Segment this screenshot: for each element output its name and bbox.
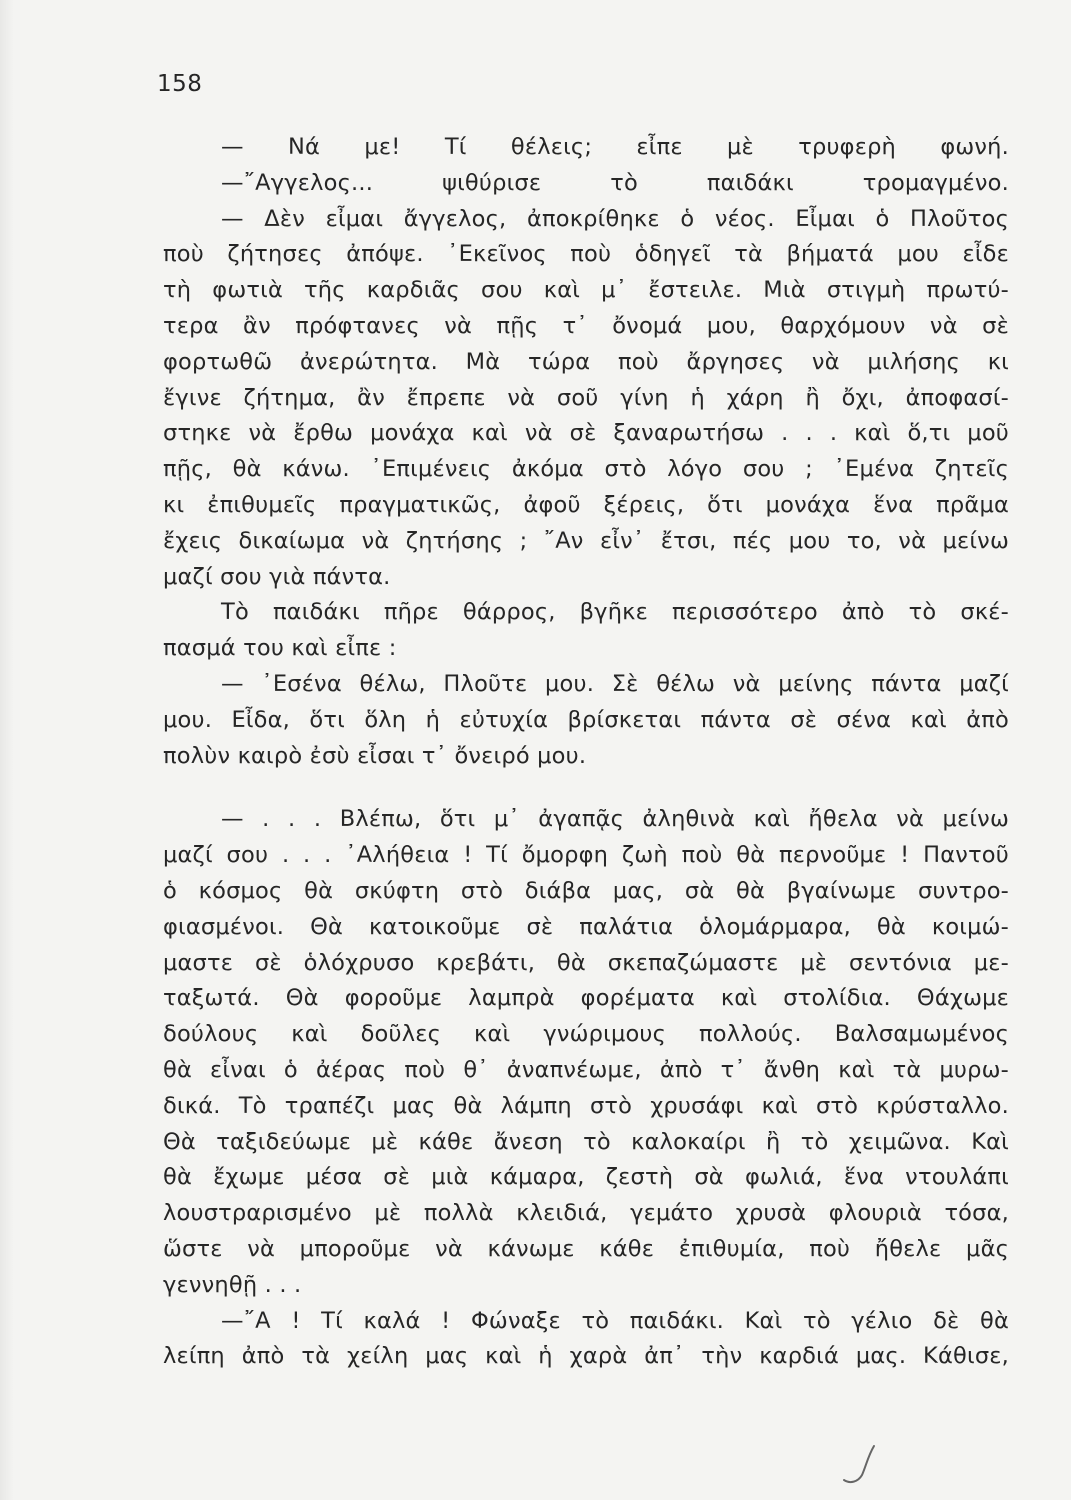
text-line: τερα ἂν πρόφτανες νὰ πῇς τ᾿ ὄνομά μου, θαρχόμουν νὰ σὲ bbox=[163, 312, 1009, 339]
text-line: γεννηθῇ . . . bbox=[163, 1271, 302, 1298]
text-line: κι ἐπιθυμεῖς πραγματικῶς, ἀφοῦ ξέρεις, ὅτι μονάχα ἕνα πρᾶμα bbox=[163, 491, 1009, 518]
text-line: — Δὲν εἶμαι ἄγγελος, ἀποκρίθηκε ὁ νέος. Εἶμαι ὁ Πλοῦτος bbox=[221, 205, 1009, 232]
text-line: ὥστε νὰ μποροῦμε νὰ κάνωμε κάθε ἐπιθυμία, ποὺ ἤθελε μᾶς bbox=[163, 1235, 1009, 1262]
text-line: ἔχεις δικαίωμα νὰ ζητήσης ; ῎Αν εἶν᾿ ἔτσι, πές μου το, νὰ μείνω bbox=[163, 527, 1009, 554]
text-line: στηκε νὰ ἔρθω μονάχα καὶ νὰ σὲ ξαναρωτήσω . . . καὶ ὅ,τι μοῦ bbox=[163, 420, 1009, 447]
text-line: φορτωθῶ ἀνερώτητα. Μὰ τώρα ποὺ ἄργησες νὰ μιλήσης κι bbox=[163, 348, 1009, 375]
text-line: ταξωτά. Θὰ φοροῦμε λαμπρὰ φορέματα καὶ στολίδια. Θάχωμε bbox=[163, 985, 1009, 1012]
text-line: θὰ ἔχωμε μέσα σὲ μιὰ κάμαρα, ζεστὴ σὰ φωλιά, ἕνα ντουλάπι bbox=[163, 1164, 1009, 1191]
text-line: λουστραρισμένο μὲ πολλὰ κλειδιά, γεμάτο χρυσὰ φλουριὰ τόσα, bbox=[163, 1200, 1009, 1227]
text-line: — ᾿Εσένα θέλω, Πλοῦτε μου. Σὲ θέλω νὰ μείνης πάντα μαζί bbox=[221, 670, 1009, 697]
text-line: —῎Αγγελος... ψιθύρισε τὸ παιδάκι τρομαγμένο. bbox=[221, 169, 1009, 196]
text-line: μαζί σου γιὰ πάντα. bbox=[163, 563, 391, 590]
text-line: — Νά με! Τί θέλεις; εἶπε μὲ τρυφερὴ φωνή. bbox=[221, 134, 1009, 160]
text-line: πολὺν καιρὸ ἐσὺ εἶσαι τ᾿ ὄνειρό μου. bbox=[163, 742, 587, 769]
text-line: —῎Α ! Τί καλά ! Φώναξε τὸ παιδάκι. Καὶ τὸ γέλιο δὲ θὰ bbox=[221, 1307, 1009, 1334]
text-line: — . . . Βλέπω, ὅτι μ᾿ ἀγαπᾷς ἀληθινὰ καὶ ἤθελα νὰ μείνω bbox=[221, 806, 1009, 833]
text-line: Θὰ ταξιδεύωμε μὲ κάθε ἄνεση τὸ καλοκαίρι ἢ τὸ χειμῶνα. Καὶ bbox=[163, 1128, 1009, 1155]
text-line: πῇς, θὰ κάνω. ᾿Επιμένεις ἀκόμα στὸ λόγο σου ; ᾿Εμένα ζητεῖς bbox=[163, 456, 1009, 483]
text-line: μαζί σου . . . ᾿Αλήθεια ! Τί ὄμορφη ζωὴ ποὺ θὰ περνοῦμε ! Παντοῦ bbox=[163, 842, 1009, 869]
text-line: ποὺ ζήτησες ἀπόψε. ᾿Εκεῖνος ποὺ ὁδηγεῖ τὰ βήματά μου εἶδε bbox=[163, 241, 1009, 268]
text-line: τὴ φωτιὰ τῆς καρδιᾶς σου καὶ μ᾿ ἔστειλε. Μιὰ στιγμὴ πρωτύ- bbox=[163, 277, 1009, 304]
text-line: ὁ κόσμος θὰ σκύφτη στὸ διάβα μας, σὰ θὰ βγαίνωμε συντρο- bbox=[163, 877, 1009, 904]
text-line: Τὸ παιδάκι πῆρε θάρρος, βγῆκε περισσότερο ἀπὸ τὸ σκέ- bbox=[221, 599, 1009, 626]
text-line: δικά. Τὸ τραπέζι μας θὰ λάμπη στὸ χρυσάφι καὶ στὸ κρύσταλλο. bbox=[163, 1092, 1009, 1119]
text-line: θὰ εἶναι ὁ ἀέρας ποὺ θ᾿ ἀναπνέωμε, ἀπὸ τ᾿ ἄνθη καὶ τὰ μυρω- bbox=[163, 1056, 1009, 1083]
text-line: δούλους καὶ δοῦλες καὶ γνώριμους πολλούς. Βαλσαμωμένος bbox=[163, 1021, 1009, 1048]
page-number: 158 bbox=[157, 71, 203, 97]
text-line: μαστε σὲ ὁλόχρυσο κρεβάτι, θὰ σκεπαζώμαστε μὲ σεντόνια με- bbox=[163, 949, 1009, 976]
text-line: μου. Εἶδα, ὅτι ὅλη ἡ εὐτυχία βρίσκεται πάντα σὲ σένα καὶ ἀπὸ bbox=[163, 706, 1009, 733]
text-line: λείπη ἀπὸ τὰ χείλη μας καὶ ἡ χαρὰ ἀπ᾿ τὴν καρδιά μας. Κάθισε, bbox=[163, 1343, 1009, 1370]
text-line: φιασμένοι. Θὰ κατοικοῦμε σὲ παλάτια ὁλομάρμαρα, θὰ κοιμώ- bbox=[163, 913, 1009, 940]
text-line: ἔγινε ζήτημα, ἂν ἔπρεπε νὰ σοῦ γίνη ἡ χάρη ἢ ὄχι, ἀποφασί- bbox=[163, 384, 1009, 411]
pen-mark-icon bbox=[838, 1442, 888, 1488]
text-line: πασμά του καὶ εἶπε : bbox=[163, 635, 397, 662]
body-text bbox=[163, 130, 1009, 1375]
